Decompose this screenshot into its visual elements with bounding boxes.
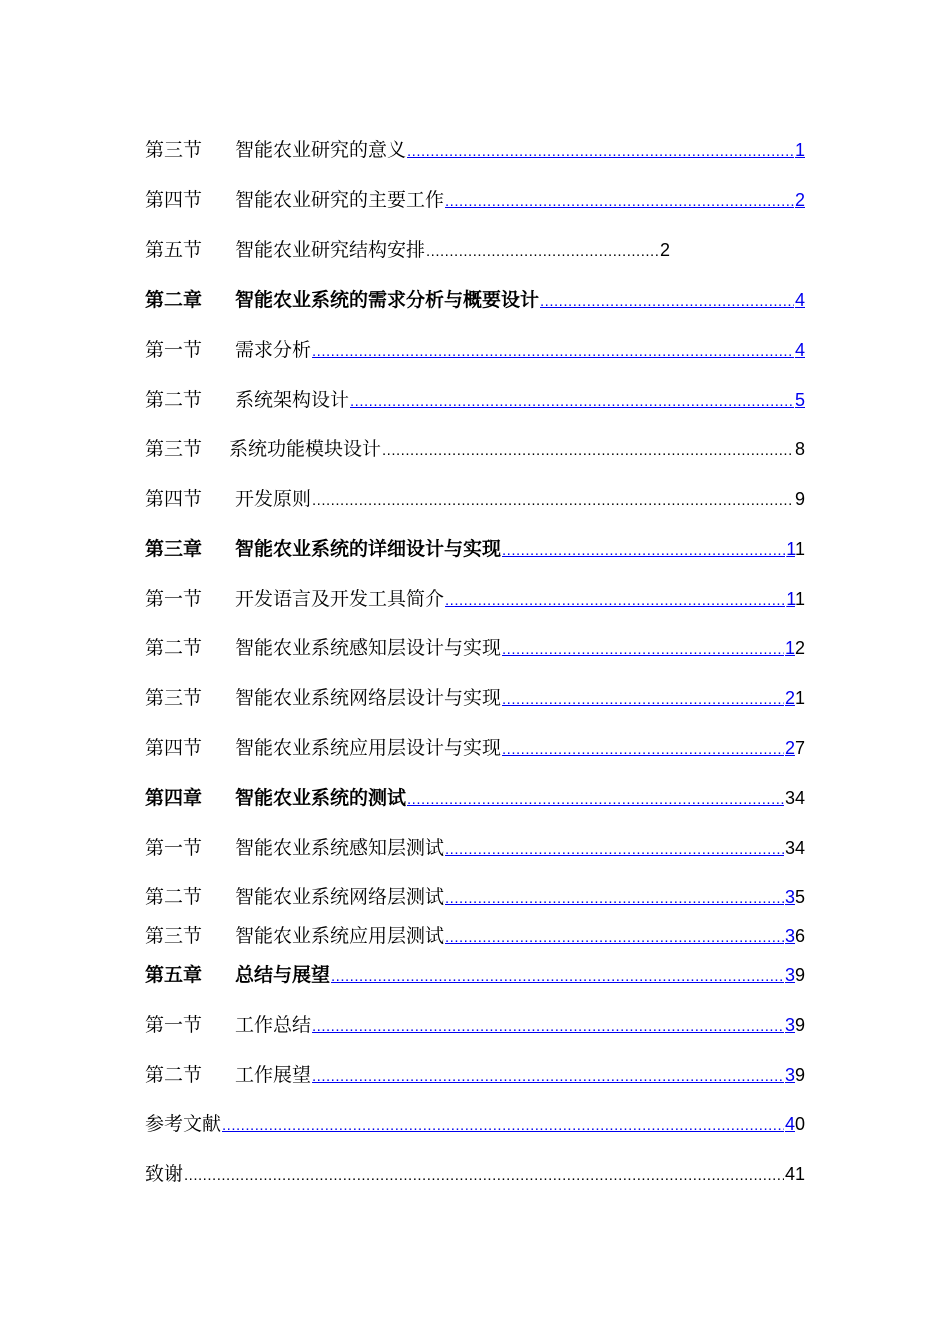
toc-dot-leader [312,487,794,515]
toc-dot-leader [445,885,784,913]
toc-entry-title: 系统功能模块设计 [229,438,382,460]
toc-page-number: 2 [659,240,670,260]
toc-chapter-entry[interactable] [145,784,805,812]
toc-entry-title: 智能农业系统应用层设计与实现 [235,737,502,759]
toc-page-number: 34 [784,838,805,858]
toc-page-number: 34 [784,788,805,808]
toc-entry-acknowledgements [145,1160,805,1188]
toc-entry-title: 智能农业系统的需求分析与概要设计 [235,289,540,311]
toc-page-number: 12 [784,638,805,658]
toc-dot-leader [184,1162,784,1190]
toc-dot-leader [445,587,785,615]
toc-page-number: 4 [794,340,805,360]
toc-entry-number: 第一节 [145,837,203,859]
toc-entry[interactable] [145,883,805,911]
toc-entry-title: 智能农业系统的详细设计与实现 [235,538,502,560]
toc-entry-number: 第二节 [145,886,203,908]
toc-dot-leader [312,338,794,366]
toc-entry-title: 开发语言及开发工具简介 [235,588,445,610]
toc-dot-leader [445,924,784,952]
toc-entry-title: 工作总结 [235,1014,312,1036]
toc-entry-title: 智能农业系统感知层设计与实现 [235,637,502,659]
toc-dot-leader [445,836,784,864]
toc-entry [145,236,805,264]
toc-entry-title: 智能农业系统网络层测试 [235,886,445,908]
toc-page-number: 8 [794,439,805,459]
toc-dot-leader [312,1013,784,1041]
toc-dot-leader [407,786,784,814]
toc-page-number: 11 [786,589,805,609]
toc-entry-references[interactable] [145,1110,805,1138]
toc-entry-title: 智能农业系统感知层测试 [235,837,445,859]
toc-entry [145,435,805,463]
toc-entry-title: 需求分析 [235,339,312,361]
toc-dot-leader [312,1063,784,1091]
toc-entry-number: 第四节 [145,488,203,510]
toc-entry[interactable] [145,336,805,364]
toc-page-number: 35 [784,887,805,907]
toc-entry-number: 第三节 [145,438,203,460]
toc-entry-title: 智能农业研究结构安排 [235,239,426,261]
toc-dot-leader [502,736,784,764]
toc-page-number: 9 [794,489,805,509]
toc-entry-title: 智能农业研究的主要工作 [235,189,445,211]
toc-entry[interactable] [145,1011,805,1039]
toc-entry-number: 第四节 [145,189,203,211]
toc-page-number: 41 [784,1164,805,1184]
toc-page-number: 40 [784,1114,805,1134]
toc-entry-number: 第二章 [145,289,203,311]
toc-page-number: 2 [794,190,805,210]
toc-entry-number: 第一节 [145,588,203,610]
toc-dot-leader [540,288,794,316]
toc-entry [145,485,805,513]
toc-dot-leader [502,636,784,664]
toc-entry-number: 第三节 [145,925,203,947]
toc-entry-number: 第二节 [145,1064,203,1086]
toc-entry-title: 工作展望 [235,1064,312,1086]
toc-entry[interactable] [145,1061,805,1089]
toc-page-number: 36 [784,926,805,946]
toc-page-number: 39 [784,965,805,985]
toc-page-number: 5 [794,390,805,410]
toc-page-number: 21 [784,688,805,708]
toc-entry[interactable] [145,634,805,662]
toc-page-number: 1 [794,140,805,160]
toc-entry-number: 第一节 [145,1014,203,1036]
toc-entry-number: 第二节 [145,389,203,411]
toc-entry-number: 第三节 [145,687,203,709]
toc-page-number: 11 [786,539,805,559]
toc-dot-leader [502,686,784,714]
toc-entry[interactable] [145,136,805,164]
toc-entry-title: 总结与展望 [235,964,331,986]
toc-entry[interactable] [145,186,805,214]
toc-dot-leader [426,238,659,266]
toc-chapter-entry[interactable] [145,961,805,989]
toc-entry-title: 智能农业系统的测试 [235,787,407,809]
toc-entry-title: 智能农业系统网络层设计与实现 [235,687,502,709]
toc-entry[interactable] [145,585,805,613]
toc-entry-number: 第四章 [145,787,203,809]
toc-entry-title: 系统架构设计 [235,389,350,411]
toc-entry-title: 致谢 [145,1163,184,1185]
toc-entry-number: 第三章 [145,538,203,560]
toc-entry[interactable] [145,922,805,950]
toc-page-number: 39 [784,1015,805,1035]
toc-entry-number: 第二节 [145,637,203,659]
toc-dot-leader [222,1112,784,1140]
toc-dot-leader [407,138,794,166]
toc-entry[interactable] [145,386,805,414]
toc-entry-title: 开发原则 [235,488,312,510]
toc-chapter-entry[interactable] [145,535,805,563]
toc-page-number: 4 [794,290,805,310]
toc-chapter-entry[interactable] [145,286,805,314]
toc-dot-leader [502,537,785,565]
toc-entry[interactable] [145,834,805,862]
toc-dot-leader [331,963,784,991]
toc-entry-number: 第四节 [145,737,203,759]
toc-entry-number: 第五节 [145,239,203,261]
toc-entry[interactable] [145,734,805,762]
toc-entry-number: 第一节 [145,339,203,361]
toc-entry-number: 第五章 [145,964,203,986]
toc-dot-leader [382,437,794,465]
toc-entry-number: 第三节 [145,139,203,161]
toc-dot-leader [445,188,794,216]
toc-dot-leader [350,388,794,416]
toc-page-number: 39 [784,1065,805,1085]
toc-entry[interactable] [145,684,805,712]
toc-page-number: 27 [784,738,805,758]
toc-entry-title: 智能农业系统应用层测试 [235,925,445,947]
toc-entry-title: 参考文献 [145,1113,222,1135]
toc-entry-title: 智能农业研究的意义 [235,139,407,161]
